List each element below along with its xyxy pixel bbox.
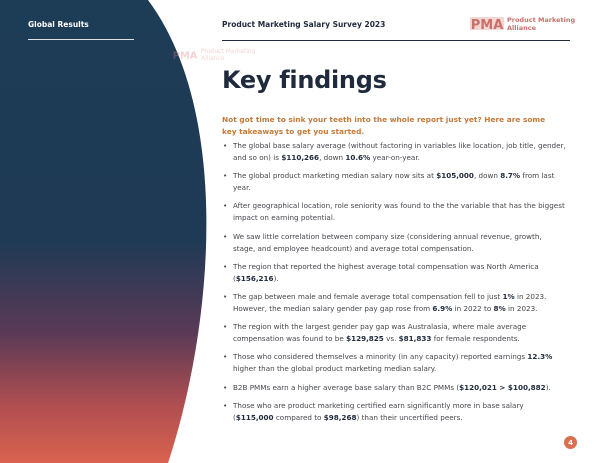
finding-text: The region with the largest gender pay gap was Australasia, where male average compensation was found to be — [233, 322, 527, 344]
finding-highlight: 10.6% — [345, 153, 371, 162]
finding-highlight: 6.9% — [432, 303, 453, 313]
finding-text: The global base salary average (without factoring in variables like location, job title, gender, and so on) is — [233, 141, 566, 162]
finding-text: B2B PMMs earn a higher average base salary than B2C PMMs ( — [233, 382, 460, 392]
finding-highlight: $110,266 — [281, 153, 320, 162]
finding-text: ). — [545, 382, 551, 392]
finding-text: , down — [319, 153, 346, 162]
finding-item — [222, 351, 566, 375]
svg-text:PMA: PMA — [172, 50, 198, 62]
finding-item — [222, 231, 566, 255]
page-number: 4 — [564, 436, 577, 449]
header-divider — [222, 40, 570, 41]
finding-highlight: 1% — [502, 291, 515, 301]
finding-highlight: $115,000 — [235, 412, 274, 422]
finding-text: Those who are product marketing certified earn significantly more in base salary ( — [233, 400, 524, 422]
finding-highlight: 8% — [493, 303, 506, 313]
section-divider — [28, 39, 134, 40]
pma-logo-mark — [470, 14, 504, 33]
finding-text: The region that reported the highest average total compensation was North America ( — [233, 261, 539, 283]
finding-highlight: $129,825 — [346, 334, 384, 344]
intro-text: Not got time to sink your teeth into the whole report just yet? Here are some key takeaways to get you started. — [222, 115, 546, 136]
finding-text: vs. — [383, 334, 399, 344]
finding-item — [222, 400, 566, 424]
finding-text: After geographical location, role seniority was found to the the variable that has the biggest impact on earning potential. — [233, 201, 565, 223]
finding-item — [222, 140, 566, 164]
finding-text: in 2022 to — [452, 303, 494, 313]
section-label: Global Results — [28, 20, 89, 29]
report-title: Product Marketing Salary Survey 2023 — [222, 20, 386, 29]
finding-text: year-on-year. — [370, 153, 420, 162]
finding-text: Those who considered themselves a minority (in any capacity) reported earnings — [233, 352, 528, 362]
page-heading: Key findings — [222, 66, 387, 94]
finding-text: from last year. — [233, 171, 555, 193]
finding-text: ) than their uncertified peers. — [356, 412, 463, 422]
finding-text: in 2023. However, the median salary gender pay gap rose from — [233, 291, 547, 313]
finding-text: for female respondents. — [431, 334, 520, 344]
finding-item — [222, 261, 566, 285]
finding-item — [222, 321, 566, 345]
finding-text: compared to — [273, 412, 324, 422]
finding-highlight: $156,216 — [235, 273, 274, 283]
finding-item — [222, 170, 566, 194]
finding-text: We saw little correlation between company size (considering annual revenue, growth, stage, and employee headcount) and average total compensation. — [233, 231, 542, 253]
finding-highlight: 12.3% — [527, 352, 553, 362]
finding-text: The gap between male and female average total compensation fell to just — [233, 291, 503, 301]
finding-highlight: $120,021 > $100,882 — [459, 382, 546, 392]
finding-highlight: $105,000 — [436, 171, 474, 181]
watermark-logo-mark — [172, 47, 198, 62]
finding-text: in 2023. — [505, 303, 538, 313]
finding-item — [222, 200, 566, 224]
finding-item — [222, 382, 566, 394]
finding-text: The global product marketing median salary now sits at — [233, 171, 437, 181]
watermark-logo-text: Product Marketing Alliance — [201, 47, 256, 62]
pma-logo — [470, 14, 575, 33]
finding-highlight: 8.7% — [500, 171, 521, 181]
pma-logo-text: Product Marketing Alliance — [507, 15, 576, 32]
finding-item — [222, 291, 566, 315]
svg-text:PMA: PMA — [470, 18, 504, 33]
finding-text: higher than the global product marketing median salary. — [233, 364, 437, 374]
finding-text: ). — [273, 273, 279, 283]
key-findings-list — [222, 140, 566, 430]
finding-text: , down — [473, 171, 501, 181]
finding-highlight: $81,833 — [398, 334, 432, 344]
watermark-logo — [172, 47, 256, 62]
finding-highlight: $98,268 — [323, 412, 357, 422]
